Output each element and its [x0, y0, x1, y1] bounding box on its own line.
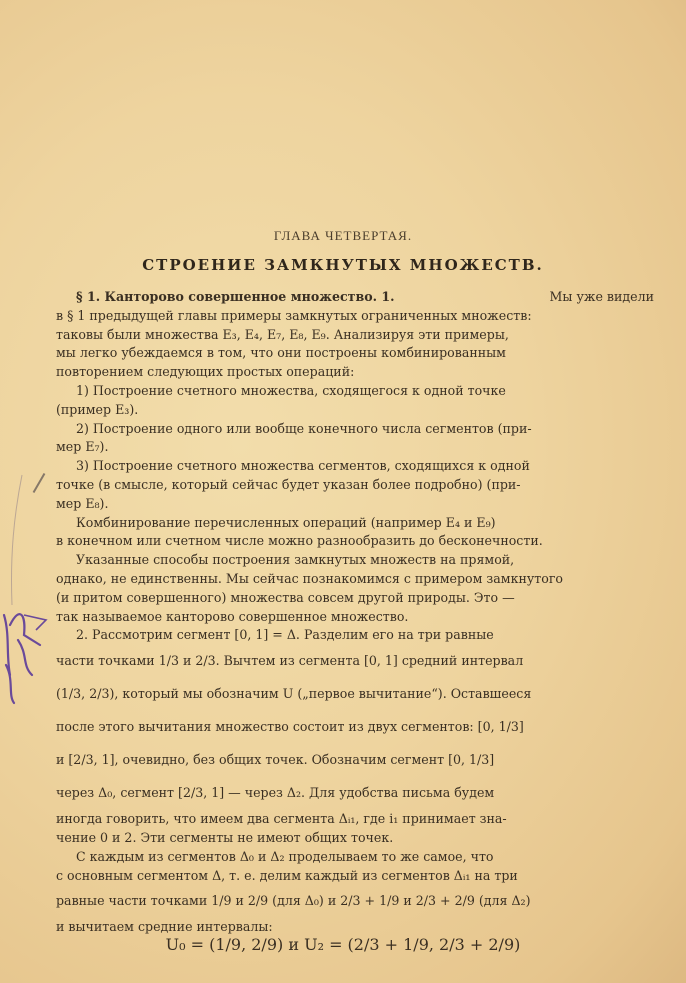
- text-line: Указанные способы построения замкнутых множеств на прямой,: [76, 552, 515, 568]
- text-line: части точками 1/3 и 2/3. Вычтем из сегмента [0, 1] средний интервал: [56, 653, 524, 669]
- text-line: Комбинирование перечисленных операций (например E₄ и E₉): [76, 514, 496, 530]
- text-line-tail: Мы уже видели: [549, 289, 654, 304]
- text-line: повторением следующих простых операций:: [56, 364, 355, 380]
- text-line: в конечном или счетном числе можно разнообразить до бесконечности.: [56, 533, 543, 549]
- text-line: 2) Построение одного или вообще конечного числа сегментов (при-: [76, 420, 532, 436]
- display-formula: U₀ = (1/9, 2/9) и U₂ = (2/3 + 1/9, 2/3 + 2/9): [165, 935, 521, 954]
- text-line: чение 0 и 2. Эти сегменты не имеют общих точек.: [56, 829, 394, 845]
- text-line: С каждым из сегментов Δ₀ и Δ₂ проделываем то же самое, что: [76, 848, 494, 864]
- text-line: точке (в смысле, который сейчас будет указан более подробно) (при-: [56, 476, 521, 492]
- text-line: [56, 288, 654, 307]
- text-line: 2. Рассмотрим сегмент [0, 1] = Δ. Разделим его на три равные: [76, 627, 494, 643]
- text-line: иногда говорить, что имеем два сегмента Δᵢ₁, где i₁ принимает зна-: [56, 811, 507, 827]
- text-line: равные части точками 1/9 и 2/9 (для Δ₀) и 2/3 + 1/9 и 2/3 + 2/9 (для Δ₂): [56, 893, 531, 909]
- text-line: 1) Построение счетного множества, сходящегося к одной точке: [76, 382, 506, 398]
- text-line: в § 1 предыдущей главы примеры замкнутых ограниченных множеств:: [56, 307, 532, 323]
- chapter-title: СТРОЕНИЕ ЗАМКНУТЫХ МНОЖЕСТВ.: [142, 256, 544, 274]
- text-line: мы легко убеждаемся в том, что они построены комбинированным: [56, 345, 506, 361]
- text-line: (и притом совершенного) множества совсем другой природы. Это —: [56, 589, 515, 605]
- text-line: через Δ₀, сегмент [2/3, 1] — через Δ₂. Для удобства письма будем: [56, 785, 495, 801]
- text-line: мер E₈).: [56, 495, 109, 511]
- text-line: 3) Построение счетного множества сегментов, сходящихся к одной: [76, 458, 530, 474]
- text-line: таковы были множества E₃, E₄, E₇, E₈, E₉. Анализируя эти примеры,: [56, 326, 509, 342]
- text-line: однако, не единственны. Мы сейчас познакомимся с примером замкнутого: [56, 570, 563, 586]
- text-line: мер E₇).: [56, 439, 109, 455]
- text-line: (пример E₃).: [56, 401, 139, 417]
- handwritten-signature-icon: [0, 465, 60, 705]
- text-line: так называемое канторово совершенное множество.: [56, 608, 409, 624]
- text-line: с основным сегментом Δ, т. е. делим каждый из сегментов Δᵢ₁ на три: [56, 867, 518, 883]
- section-heading: § 1. Канторово совершенное множество. 1.: [76, 289, 395, 304]
- chapter-label: ГЛАВА ЧЕТВЕРТАЯ.: [273, 228, 413, 243]
- body-text: [56, 288, 654, 937]
- text-line: после этого вычитания множество состоит из двух сегментов: [0, 1/3]: [56, 719, 524, 735]
- text-line: и [2/3, 1], очевидно, без общих точек. Обозначим сегмент [0, 1/3]: [56, 752, 495, 768]
- text-line: (1/3, 2/3), который мы обозначим U („первое вычитание“). Оставшееся: [56, 686, 532, 702]
- text-line: и вычитаем средние интервалы:: [56, 919, 273, 935]
